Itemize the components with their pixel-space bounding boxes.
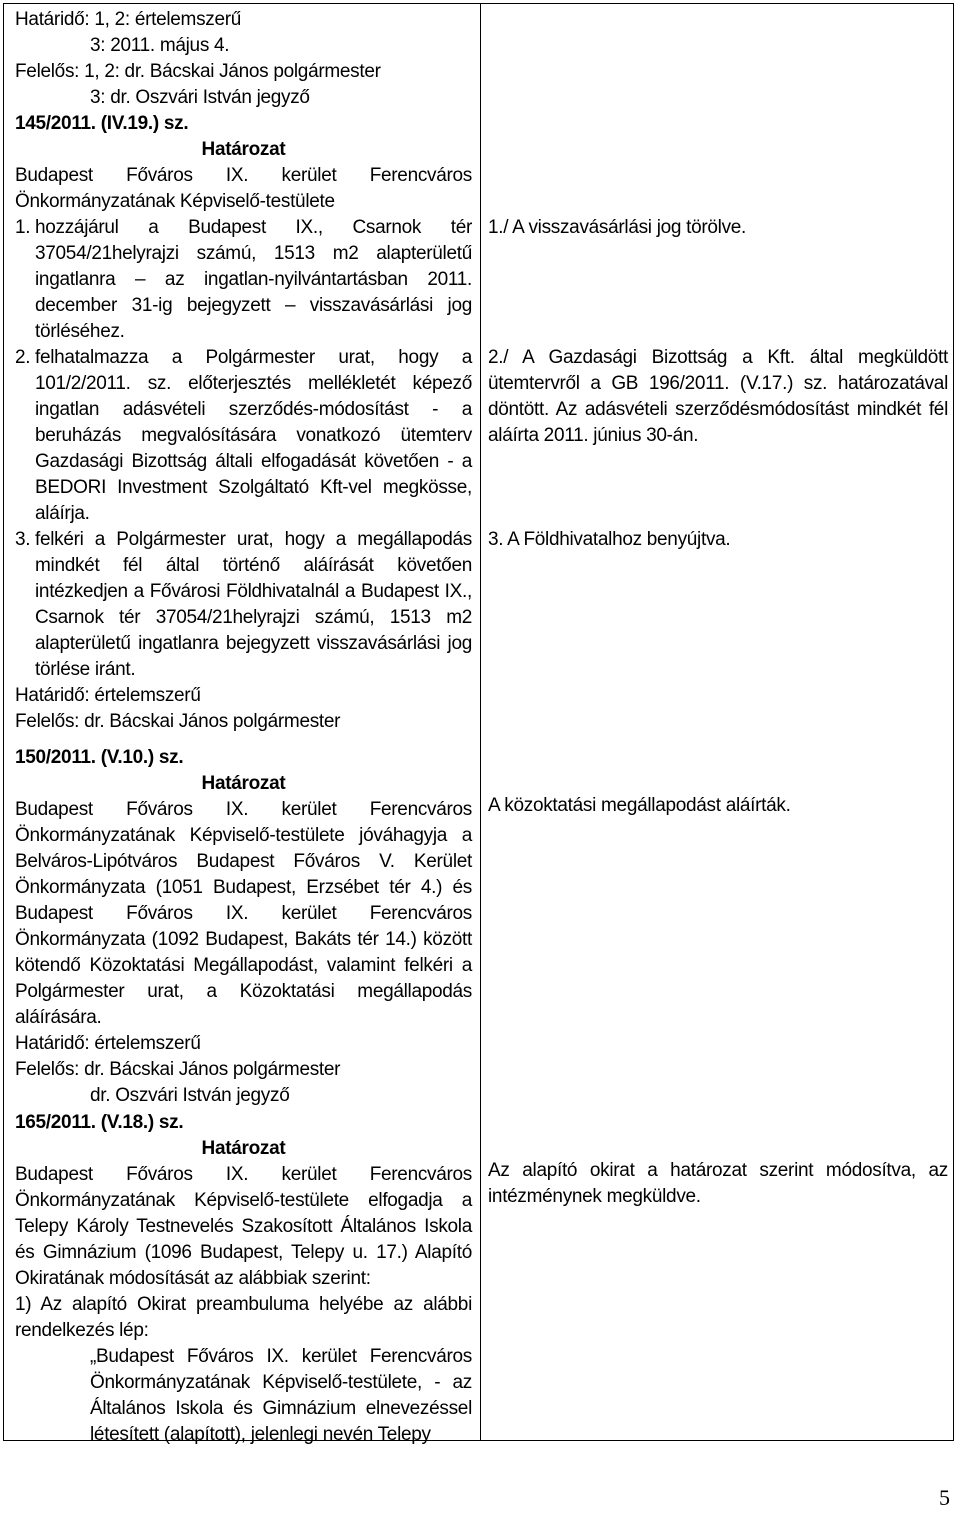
responsible-line: Felelős: dr. Bácskai János polgármester	[15, 711, 341, 732]
resolution-body-line: Budapest Főváros IX. kerület Ferencváros	[15, 165, 472, 186]
resolution-body-line: Önkormányzatának Képviselő-testülete	[15, 191, 335, 212]
deadline-line: 3: 2011. május 4.	[90, 35, 230, 56]
resolution-point: 1) Az alapító Okirat preambuluma helyébe az alábbi rendelkezés lép:	[15, 1294, 472, 1341]
resolution-number: 165/2011. (V.18.) sz.	[15, 1112, 184, 1133]
resolution-number: 145/2011. (IV.19.) sz.	[15, 113, 189, 134]
deadline-line: Határidő: értelemszerű	[15, 1033, 201, 1054]
resolution-item	[15, 527, 472, 683]
resolution-number: 150/2011. (V.10.) sz.	[15, 747, 184, 768]
resolutions-table	[3, 3, 954, 1445]
deadline-line: Határidő: 1, 2: értelemszerű	[15, 9, 242, 30]
note: 1./ A visszavásárlási jog törölve.	[488, 217, 747, 238]
note: 2./ A Gazdasági Bizottság a Kft. által megküldött ütemtervről a GB 196/2011. (V.17.) sz. határozatával döntött. Az adásvételi szerződésmódosítást mindkét fél aláírta 2011. június 30-án.	[488, 347, 948, 446]
resolution-body-line: Budapest Főváros IX. kerület Ferencváros	[15, 799, 472, 820]
resolution-165	[15, 1110, 472, 1448]
resolution-item	[15, 345, 472, 527]
item-number: 2.	[15, 347, 31, 368]
note: Az alapító okirat a határozat szerint módosítva, az intézménynek megküldve.	[488, 1160, 948, 1207]
resolution-title: Határozat	[201, 139, 286, 160]
quoted-text: „Budapest Főváros IX. kerület Ferencváros Önkormányzatának Képviselő-testülete, - az Általános Iskola és Gimnázium elnevezéssel létesített (alapított), jelenlegi nevén Telepy	[90, 1346, 472, 1445]
deadline-line: Határidő: értelemszerű	[15, 685, 201, 706]
resolution-body-text: Önkormányzatának Képviselő-testülete jóváhagyja a Belváros-Lipótváros Budapest Főváros V. Kerület Önkormányzata (1051 Budapest, Erzsébet tér 4.) és Budapest Főváros IX. kerület Ferencváros Önkormányzata (1092 Budapest, Bakáts tér 14.) között kötendő Közoktatási Megállapodást, valamint felkéri a Polgármester urat, a Közoktatási megállapodás aláírására.	[15, 825, 472, 1028]
deadline-header	[15, 7, 472, 111]
resolution-body-text: Önkormányzatának Képviselő-testülete elfogadja a Telepy Károly Testnevelés Szakosított Általános Iskola és Gimnázium (1096 Budapest, Telepy u. 17.) Alapító Okiratának módosítását az alábbiak szerint:	[15, 1190, 472, 1289]
resolution-150	[15, 745, 472, 1109]
item-text: felhatalmazza a Polgármester urat, hogy a 101/2/2011. sz. előterjesztés mellékletét képező ingatlan adásvételi szerződés-módosítást - a beruházás megvalósítására vonatkozó ütemterv Gazdasági Bizottság általi elfogadását követően - a BEDORI Investment Szolgáltató Kft-vel megkösse, aláírja.	[35, 347, 472, 524]
resolution-title: Határozat	[201, 773, 286, 794]
item-text: felkéri a Polgármester urat, hogy a megállapodás mindkét fél által történő aláírását követően intézkedjen a Fővárosi Földhivatalnál a Budapest IX., Csarnok tér 37054/21helyrajzi számú, 1513 m2 alapterületű ingatlanra bejegyzett visszavásárlási jog törlése iránt.	[35, 529, 472, 680]
resolution-145	[15, 111, 472, 735]
note: A közoktatási megállapodást aláírták.	[488, 795, 791, 816]
column-divider	[480, 4, 481, 1440]
resolutions-column	[15, 4, 472, 1445]
page-number: 5	[939, 1485, 950, 1510]
resolution-item	[15, 215, 472, 345]
item-number: 3.	[15, 529, 31, 550]
responsible-line: Felelős: 1, 2: dr. Bácskai János polgármester	[15, 61, 381, 82]
responsible-line: Felelős: dr. Bácskai János polgármester	[15, 1059, 341, 1080]
responsible-line: 3: dr. Oszvári István jegyző	[90, 87, 310, 108]
resolution-title: Határozat	[201, 1138, 286, 1159]
note: 3. A Földhivatalhoz benyújtva.	[488, 529, 731, 550]
resolution-body-line: Budapest Főváros IX. kerület Ferencváros	[15, 1164, 472, 1185]
item-text: hozzájárul a Budapest IX., Csarnok tér 37054/21helyrajzi számú, 1513 m2 alapterületű ingatlanra – az ingatlan-nyilvántartásban 2011. december 31-ig bejegyzett – visszavásárlási jog törléséhez.	[35, 217, 472, 342]
notes-column	[488, 4, 948, 1440]
responsible-line: dr. Oszvári István jegyző	[90, 1085, 290, 1106]
item-number: 1.	[15, 217, 31, 238]
